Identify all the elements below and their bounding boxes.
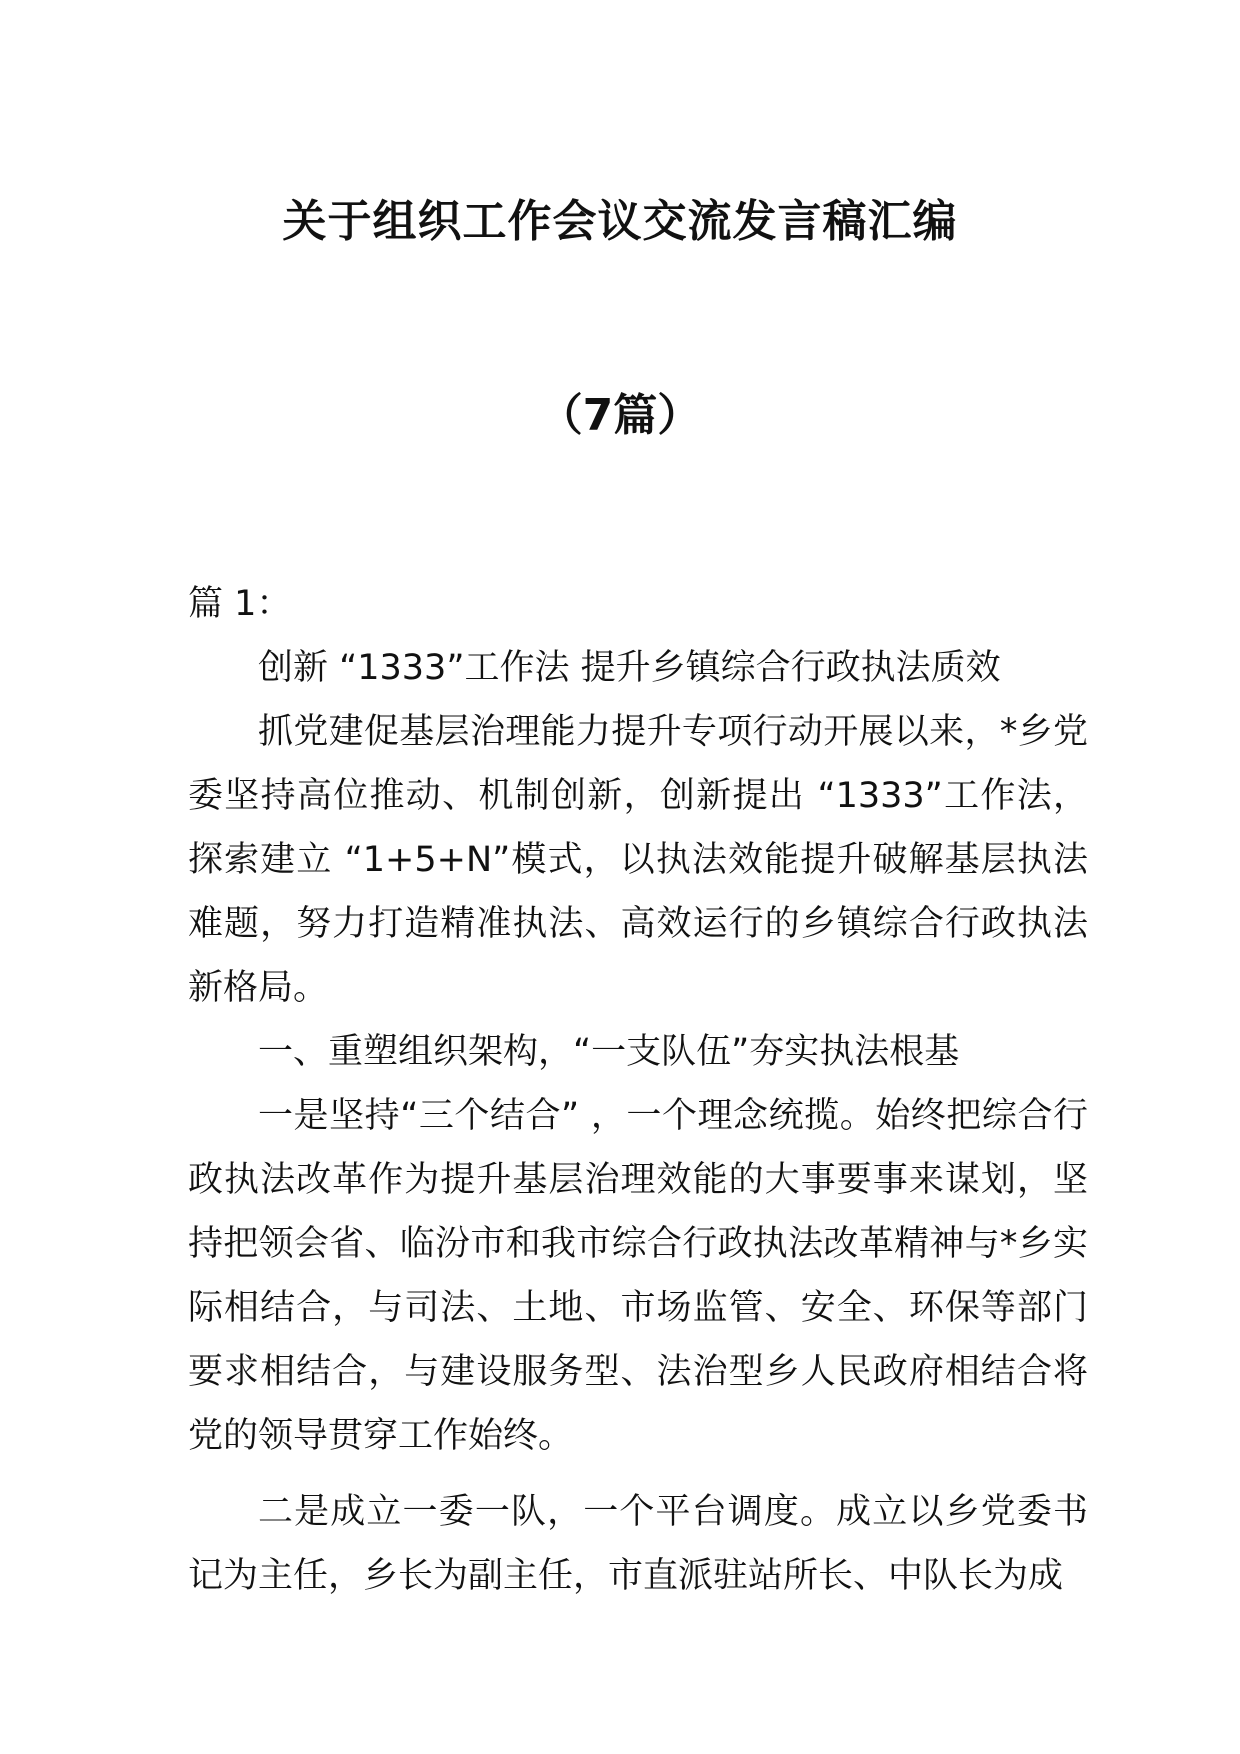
document-body <box>188 572 1088 1608</box>
paragraph-point-1: 一是坚持“三个结合” ，一个理念统揽。始终把综合行政执法改革作为提升基层治理效能的大事要事来谋划，坚持把领会省、临汾市和我市综合行政执法改革精神与*乡实际相结合，与司法、土地、市场监管、安全、环保等部门要求相结合，与建设服务型、法治型乡人民政府相结合将党的领导贯穿工作始终。 <box>188 1096 1088 1456</box>
paragraph-point-2: 二是成立一委一队，一个平台调度。成立以乡党委书记为主任，乡长为副主任，市直派驻站所长、中队长为成 <box>188 1492 1088 1596</box>
paragraph-intro: 抓党建促基层治理能力提升专项行动开展以来，*乡党委坚持高位推动、机制创新，创新提出 “1333”工作法，探索建立 “1+5+N”模式，以执法效能提升破解基层执法难题，努力打造精准执法、高效运行的乡镇综合行政执法新格局。 <box>188 712 1088 1008</box>
section-heading-1: 一、重塑组织架构，“一支队伍”夯实执法根基 <box>258 1032 960 1072</box>
document-title: 关于组织工作会议交流发言稿汇编 <box>282 196 958 247</box>
article-title: 创新 “1333”工作法 提升乡镇综合行政执法质效 <box>258 648 1001 688</box>
section-label: 篇 1： <box>188 584 292 624</box>
document-subtitle: （7篇） <box>538 390 702 441</box>
